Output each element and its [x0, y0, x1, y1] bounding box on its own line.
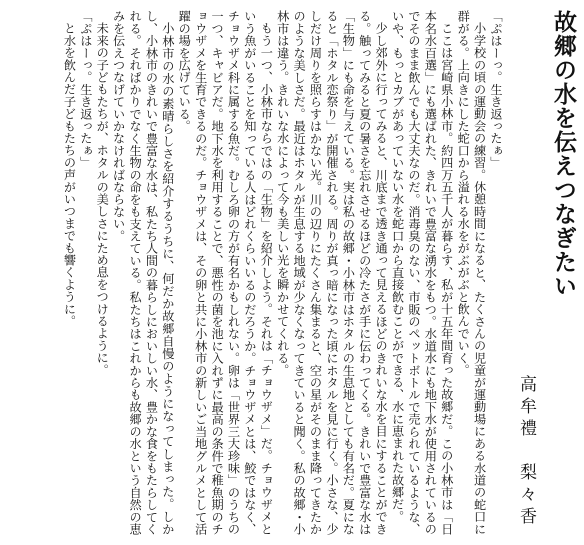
essay-title: 故郷の水を伝えつなぎたい	[550, 10, 577, 298]
paragraph: と水を飲んだ子どもたちの声がいつまでも響くように。	[62, 22, 77, 328]
paragraph: 「ぷはーっ。生き返ったぁ」	[78, 10, 93, 169]
essay-body	[61, 10, 504, 535]
paragraph: 小学校の頃の運動会の練習。休憩時間になると、たくさんの児童が運動場にある水道の蛇口に群がる。上向きにした蛇口から溢れる水をがぶがぶと飲んでいく。	[456, 10, 487, 535]
paragraph: ここは宮崎県小林市。約四万五千人が暮らす、私が十五年間育った故郷だ。この小林市は「日本名水百選」にも選ばれた、きれいで豊富な湧水をもつ。水道水にも地下水が使用されているのでそのまま飲んでも大丈夫なのだ。消毒臭のない、市販のペットボトルで売られているような、いや、もっとカブがあっていない水を蛇口から直接飲むことができる、水に恵まれた故郷だ。	[390, 10, 454, 535]
essay-author: 高牟禮 梨々香	[516, 375, 536, 529]
paragraph: 「ぷはーっ。生き返ったぁ」	[489, 10, 503, 169]
paragraph: もう一つ、小林市ならではの「生物」を紹介しよう。それは「チョウザメ」だ。チョウザメという魚がいることを知っている人はどれくらいいるのだろうか。チョウザメとは、鮫ではなく、チョウザメ科に属する魚だ。むしろ卵の方が有名かもしれない。卵は「世界三大珍味」のうちの一つ、キャビアだ。地下水を利用することで、悪性の菌を池に入れずに最高の条件で稚魚期のチョウザメを生育できるのだ。チョウザメは、その卵と共に小林市の新しいご当地グルメとして活躍の場を広げている。	[177, 10, 274, 535]
paragraph: 小林市の水の素晴らしさを紹介するうちに、何だか故郷自慢のようになってしまった。しかし、小林市のきれいで豊富な水は、私たち人間の暮らしにおいしい水、豊かな食をもたらしてくれる。それぱかりでなく生物の命をも支えている。私たちはこれからも故郷の水という自然の恵みを伝えつなげていかなければならない。	[111, 10, 175, 535]
paragraph: 少し郊外に行ってみると、川底まで透き通って見えるほどのきれいな水を目にすることができる。触ってみると夏の暑さを忘れさせるほどの冷たさが手に伝わってくる。きれいで豊富な水は「生物」にも命を与えている。実は私の故郷・小林市はホタルの生息地としても有名だ。夏になると「ホタル恋祭り」が開催される。周りが真っ暗になった頃にホタルを見に行く。小さな、少しだけ周りを照らすはかない光。川の辺りにたくさん集まると、空の星がそのまま降ってきたかのような美しさだ。最近はホタルが生息する地域が少なくなってきていると聞く。私の故郷・小林市は違う。きれいな水によって今も美しい光を瞬かせてくれる。	[275, 10, 389, 535]
paragraph: 未来の子どもたちが、ホタルの美しさにため息をつけるように。	[95, 22, 110, 376]
